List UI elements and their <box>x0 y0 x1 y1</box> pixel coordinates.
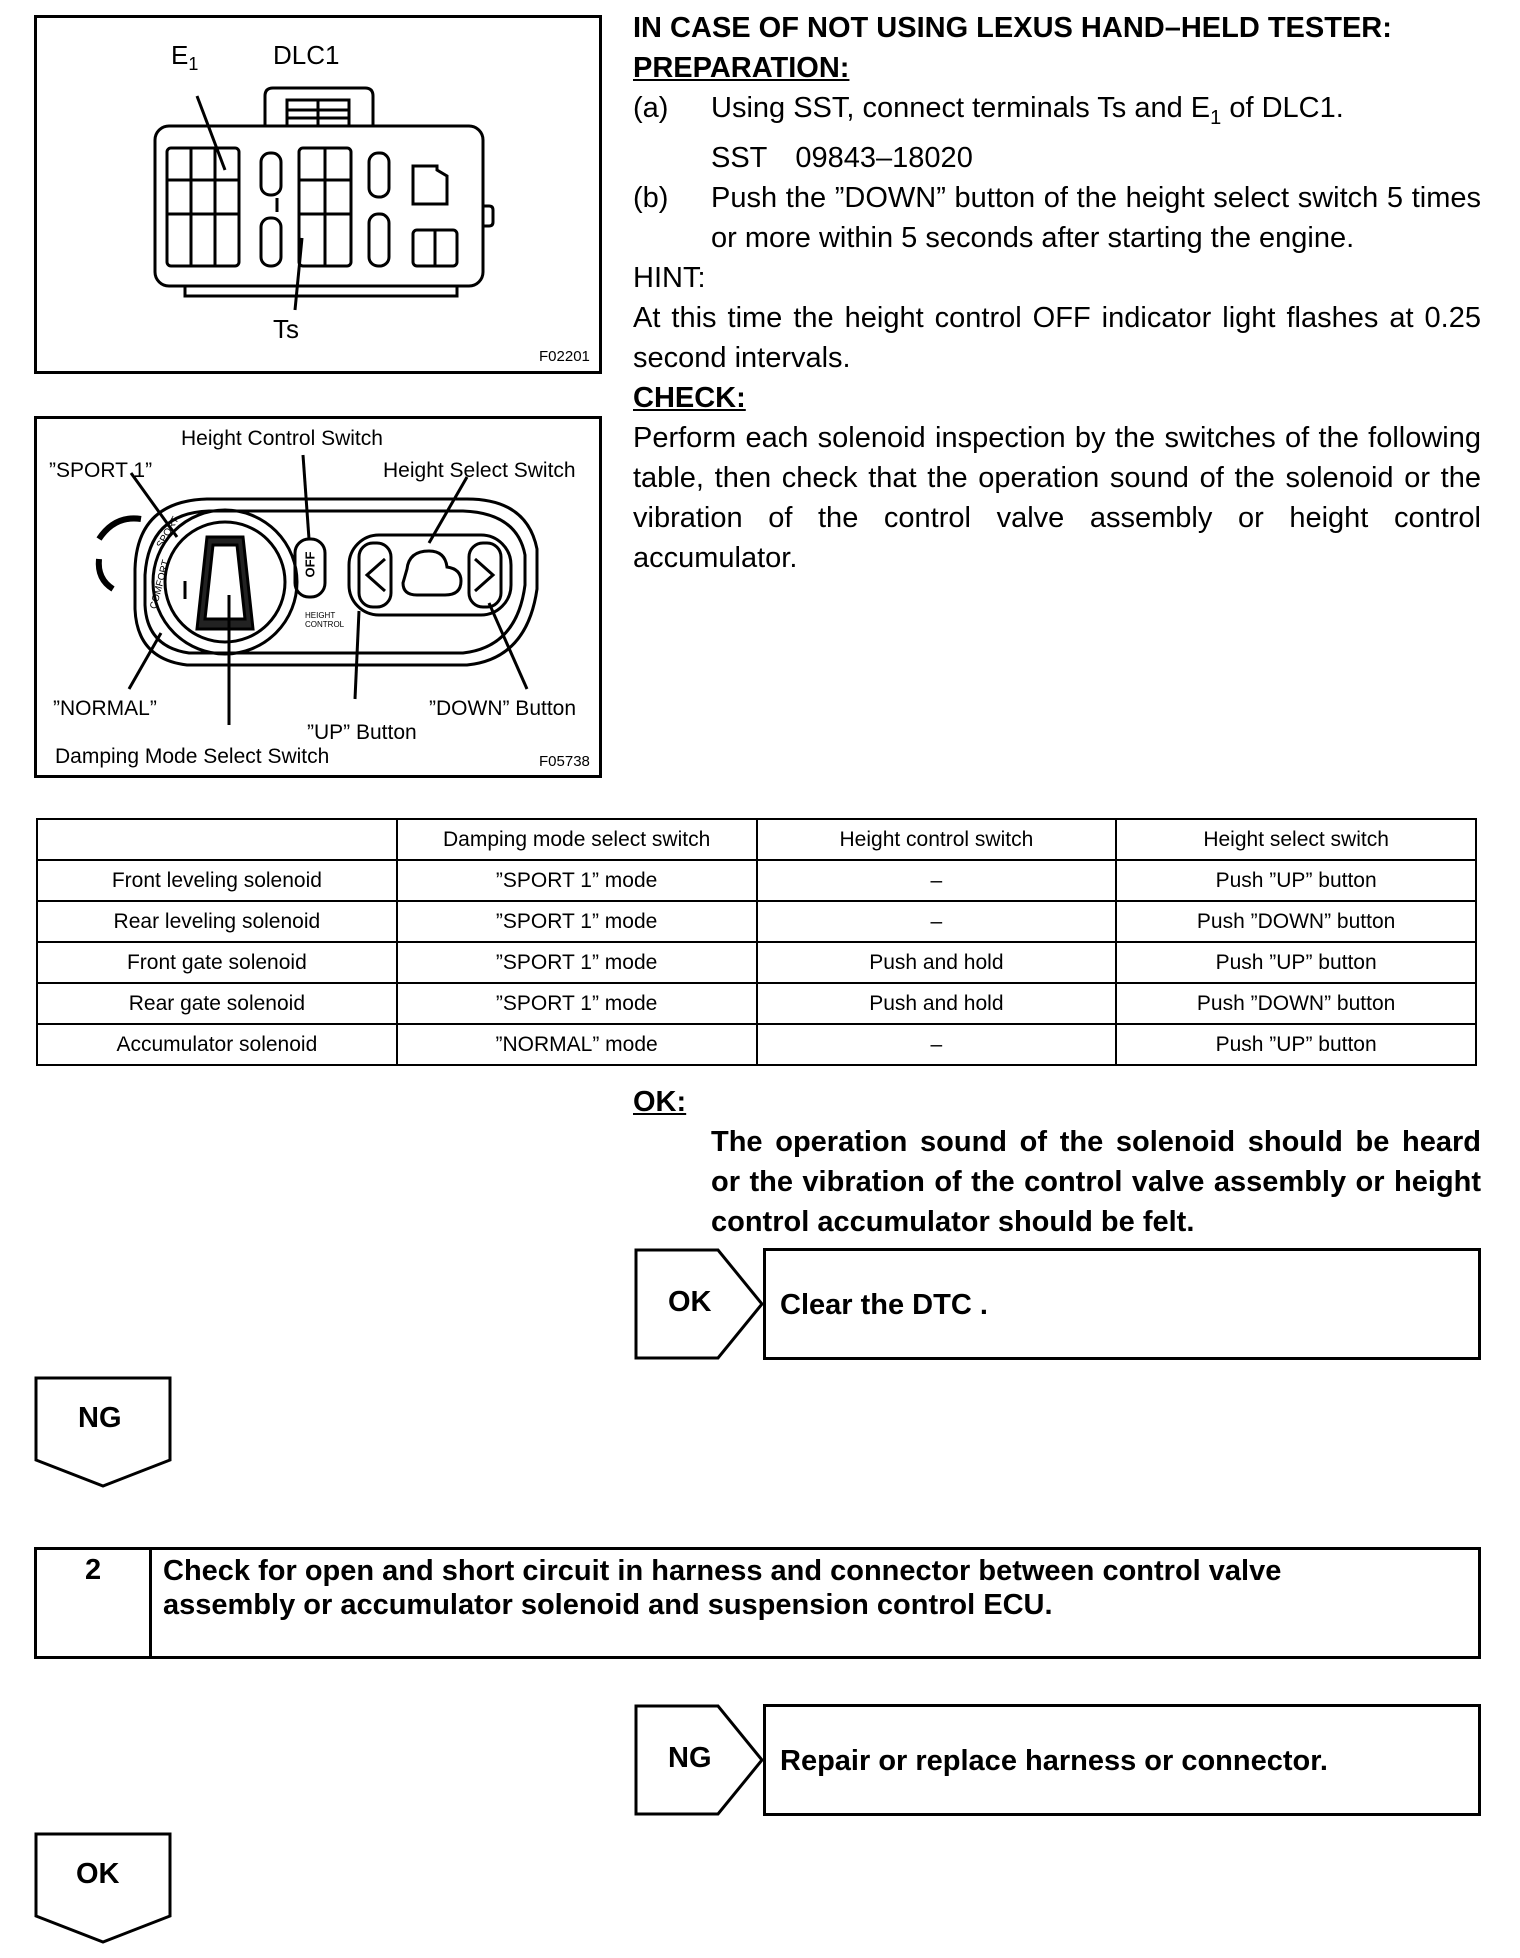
ok-result-box <box>763 1248 1481 1360</box>
table-row <box>37 860 1476 901</box>
knob-sport-text: SPORT <box>154 514 182 551</box>
ng-tag-label: NG <box>668 1742 712 1774</box>
ng-result-text: Repair or replace harness or connector. <box>780 1745 1328 1777</box>
off-button-text: OFF <box>302 551 318 578</box>
hint-heading: HINT: <box>633 261 706 294</box>
table-cell: Push ”DOWN” button <box>1116 901 1476 942</box>
ok-text: The operation sound of the solenoid should be heard or the vibration of the control valve assembly or height control accumulator should be felt. <box>711 1126 1481 1238</box>
step-b <box>633 178 1481 258</box>
table-header-cell: Damping mode select switch <box>397 819 757 860</box>
table-header-row <box>37 819 1476 860</box>
page-heading: IN CASE OF NOT USING LEXUS HAND–HELD TESTER: <box>633 12 1392 44</box>
table-header-cell: Height select switch <box>1116 819 1476 860</box>
height-select-switch-label: Height Select Switch <box>383 459 576 482</box>
step-title: Check for open and short circuit in harness and connector between control valve assembly or accumulator solenoid and suspension control ECU. <box>163 1555 1282 1621</box>
ts-label: Ts <box>273 314 299 344</box>
sport1-label: ”SPORT 1” <box>49 459 153 482</box>
check-text: Perform each solenoid inspection by the switches of the following table, then check that the operation sound of the solenoid or the vibration of the control valve assembly or height control accumulator. <box>633 421 1481 574</box>
check-heading: CHECK: <box>633 381 746 414</box>
table-cell: Push ”UP” button <box>1116 1024 1476 1065</box>
table-header-cell <box>37 819 397 860</box>
step-a-text-after: of DLC1. <box>1221 92 1344 124</box>
ng-result-box <box>763 1704 1481 1816</box>
table-header-cell: Height control switch <box>757 819 1117 860</box>
step-a <box>633 88 1481 138</box>
step-2-box <box>34 1547 1481 1659</box>
table-row <box>37 1024 1476 1065</box>
step-a-text: Using SST, connect terminals Ts and E <box>711 92 1211 124</box>
height-control-switch-label: Height Control Switch <box>181 427 383 450</box>
ok-tag-label: OK <box>668 1286 712 1318</box>
down-button-label: ”DOWN” Button <box>429 697 577 720</box>
instructions-block <box>633 8 1481 578</box>
switch-panel-figure <box>34 416 602 778</box>
table-cell: Rear leveling solenoid <box>37 901 397 942</box>
ok-down-label: OK <box>76 1858 120 1890</box>
table-cell: ”NORMAL” mode <box>397 1024 757 1065</box>
table-cell: – <box>757 901 1117 942</box>
step-b-marker: (b) <box>633 181 669 214</box>
table-cell: – <box>757 860 1117 901</box>
normal-label: ”NORMAL” <box>53 697 157 720</box>
solenoid-inspection-table <box>36 818 1477 1066</box>
figure-id: F02201 <box>539 348 590 365</box>
step-a-marker: (a) <box>633 92 669 124</box>
table-row <box>37 983 1476 1024</box>
table-cell: Accumulator solenoid <box>37 1024 397 1065</box>
sst-number: 09843–18020 <box>795 141 973 174</box>
dlc1-figure <box>34 15 602 374</box>
dlc1-label: DLC1 <box>273 40 340 70</box>
damping-mode-select-switch-label: Damping Mode Select Switch <box>55 745 330 768</box>
table-cell: ”SPORT 1” mode <box>397 901 757 942</box>
table-cell: ”SPORT 1” mode <box>397 942 757 983</box>
e1-label: $E_1$ <box>171 40 199 75</box>
ng-down-label: NG <box>78 1402 122 1434</box>
figure-id: F05738 <box>539 753 590 770</box>
table-cell: Push and hold <box>757 942 1117 983</box>
table-cell: Front gate solenoid <box>37 942 397 983</box>
table-cell: Front leveling solenoid <box>37 860 397 901</box>
table-cell: – <box>757 1024 1117 1065</box>
ok-heading: OK: <box>633 1086 687 1118</box>
step-b-text: Push the ”DOWN” button of the height select switch 5 times or more within 5 seconds after starting the engine. <box>711 181 1481 254</box>
table-row <box>37 942 1476 983</box>
sst-line <box>633 138 1481 178</box>
table-cell: Push ”UP” button <box>1116 942 1476 983</box>
knob-comfort-text: COMFORT <box>148 558 173 611</box>
table-row <box>37 901 1476 942</box>
table-cell: ”SPORT 1” mode <box>397 983 757 1024</box>
height-control-text: HEIGHT CONTROL <box>305 611 345 629</box>
sst-label: SST <box>711 141 768 174</box>
table-cell: Rear gate solenoid <box>37 983 397 1024</box>
preparation-heading: PREPARATION: <box>633 52 850 84</box>
step-a-sub: 1 <box>1210 106 1222 129</box>
table-cell: Push ”DOWN” button <box>1116 983 1476 1024</box>
hint-text: At this time the height control OFF indicator light flashes at 0.25 second intervals. <box>633 301 1481 374</box>
ok-result-text: Clear the DTC . <box>780 1289 988 1321</box>
table-cell: Push ”UP” button <box>1116 860 1476 901</box>
table-cell: Push and hold <box>757 983 1117 1024</box>
ok-block <box>633 1082 1481 1242</box>
up-button-label: ”UP” Button <box>307 721 417 744</box>
step-number: 2 <box>85 1554 102 1586</box>
table-cell: ”SPORT 1” mode <box>397 860 757 901</box>
